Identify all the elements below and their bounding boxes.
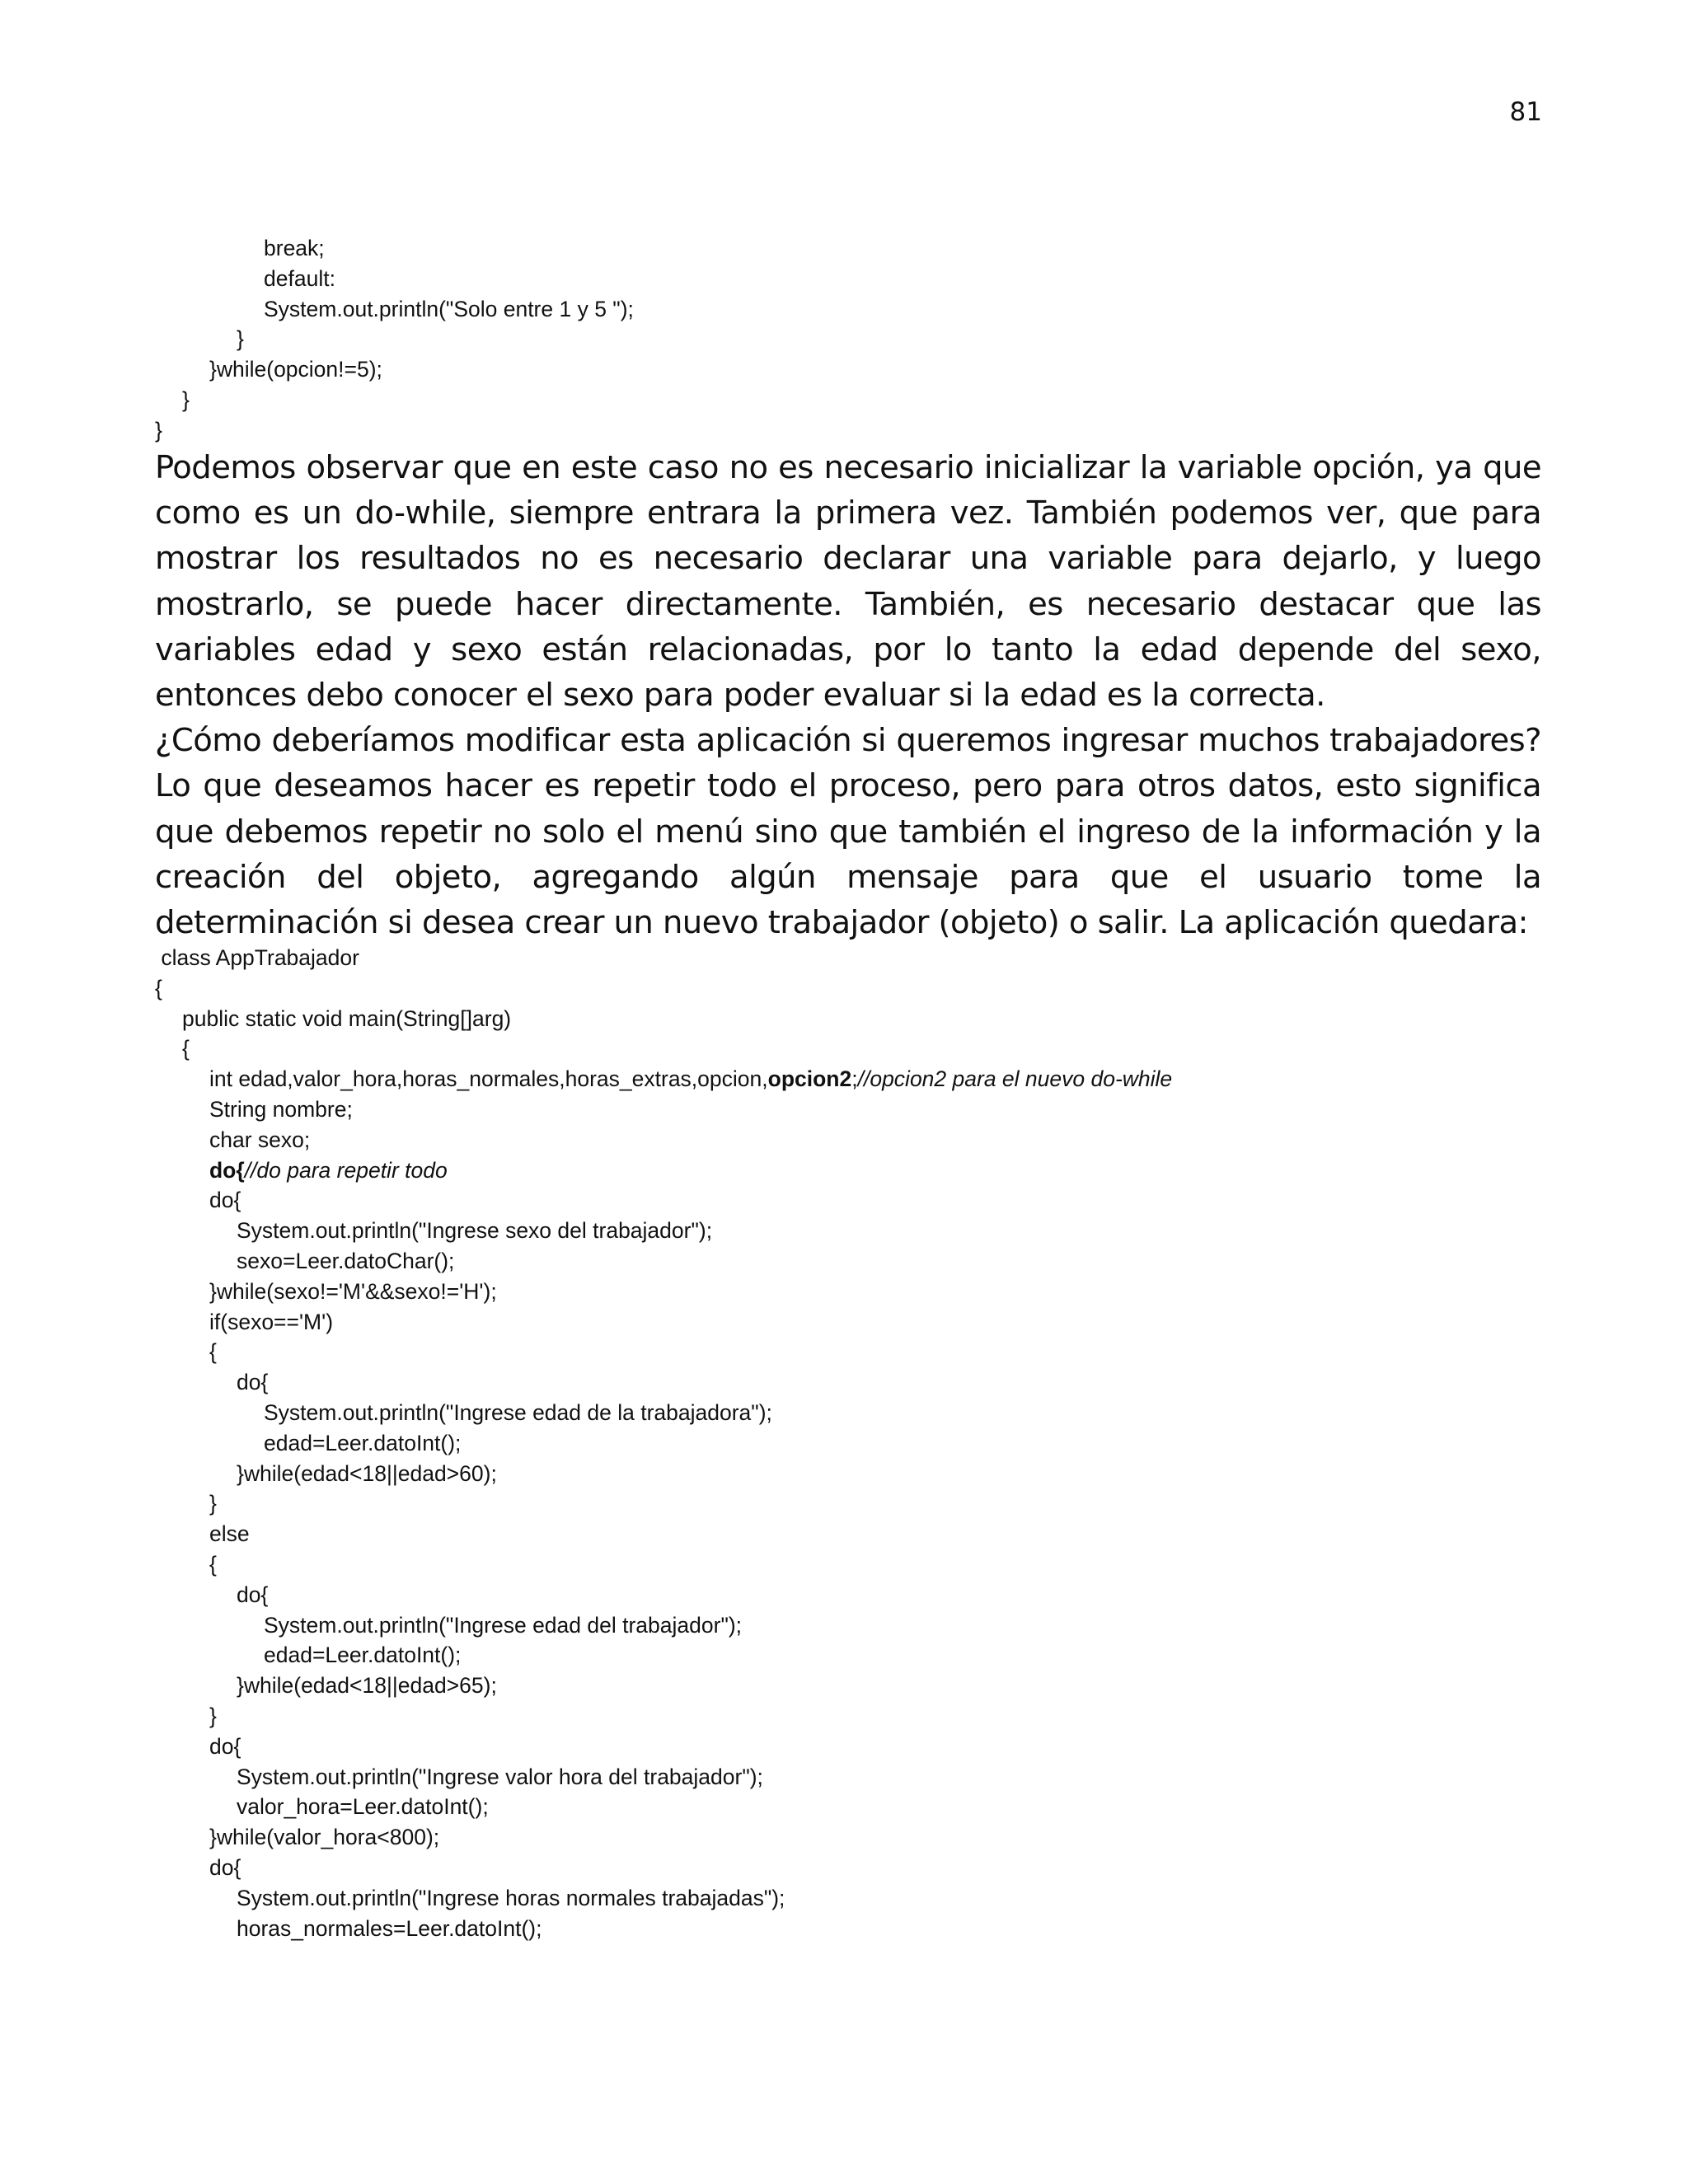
code-text: do{ — [209, 1854, 241, 1880]
code-line — [155, 1246, 1172, 1277]
code-comment: //do para repetir todo — [244, 1157, 448, 1183]
code-text: sexo=Leer.datoChar(); — [237, 1248, 455, 1273]
code-text: valor_hora=Leer.datoInt(); — [237, 1794, 489, 1820]
code-text: }while(sexo!='M'&&sexo!='H'); — [209, 1278, 497, 1304]
code-text: System.out.println("Ingrese edad de la trabajadora"); — [264, 1399, 772, 1425]
code-line — [155, 264, 634, 294]
code-bold: do{ — [209, 1157, 245, 1183]
code-text: public static void main(String[]arg) — [182, 1005, 512, 1031]
code-line — [155, 1125, 1172, 1155]
code-bold: opcion2 — [767, 1066, 852, 1092]
code-line — [155, 1155, 1172, 1186]
code-line — [155, 943, 1172, 973]
code-line — [155, 1519, 1172, 1549]
code-text: String nombre; — [209, 1096, 353, 1122]
code-text: int edad,valor_hora,horas_normales,horas_extras,opcion, — [209, 1066, 768, 1092]
code-text: System.out.println("Ingrese sexo del trabajador"); — [237, 1218, 713, 1244]
paragraph: Podemos observar que en este caso no es necesario inicializar la variable opción, ya que como es un do-while, siempre entrara la primera vez. También podemos ver, que para mostrar los resultados no es necesario declarar una variable para dejarlo, y luego mostrarlo, se puede hacer directamente. También, es necesario destacar que las variables edad y sexo están relacionadas, por lo tanto la edad depende del sexo, entonces debo conocer el sexo para poder evaluar si la edad es la correcta. — [155, 449, 1541, 715]
code-text: } — [209, 1703, 217, 1728]
code-line — [155, 1701, 1172, 1732]
code-block-top — [155, 233, 634, 446]
code-line — [155, 1367, 1172, 1398]
code-text: ; — [851, 1066, 858, 1092]
code-text: }while(valor_hora<800); — [209, 1825, 440, 1850]
code-line — [155, 1185, 1172, 1216]
code-line — [155, 415, 634, 446]
code-line — [155, 1428, 1172, 1459]
code-line — [155, 385, 634, 415]
code-text: { — [155, 975, 162, 1001]
code-text: } — [237, 326, 244, 352]
code-line — [155, 1549, 1172, 1580]
code-text: horas_normales=Leer.datoInt(); — [237, 1915, 542, 1941]
code-text: }while(opcion!=5); — [209, 357, 382, 382]
code-line — [155, 1004, 1172, 1034]
code-text: System.out.println("Solo entre 1 y 5 "); — [264, 296, 634, 321]
code-text: System.out.println("Ingrese valor hora del trabajador"); — [237, 1764, 763, 1789]
code-line — [155, 233, 634, 264]
code-line — [155, 294, 634, 325]
code-text: } — [209, 1491, 217, 1516]
code-text: char sexo; — [209, 1127, 311, 1152]
code-line — [155, 1580, 1172, 1610]
code-text: class AppTrabajador — [155, 945, 359, 970]
code-line — [155, 1883, 1172, 1914]
code-line — [155, 1307, 1172, 1338]
code-text: do{ — [237, 1370, 269, 1395]
code-line — [155, 1033, 1172, 1064]
code-text: do{ — [209, 1188, 241, 1213]
code-line — [155, 1671, 1172, 1701]
code-block-bottom — [155, 943, 1172, 1943]
code-line — [155, 1064, 1172, 1094]
code-line — [155, 1914, 1172, 1944]
code-line — [155, 354, 634, 385]
code-text: do{ — [237, 1582, 269, 1607]
code-line — [155, 1094, 1172, 1125]
code-line — [155, 1610, 1172, 1641]
code-comment: //opcion2 para el nuevo do-while — [857, 1066, 1173, 1092]
code-line — [155, 1792, 1172, 1822]
code-text: }while(edad<18||edad>65); — [237, 1673, 497, 1699]
code-text: } — [155, 417, 162, 443]
code-line — [155, 1277, 1172, 1307]
code-text: default: — [264, 265, 335, 291]
code-text: } — [182, 387, 190, 412]
code-text: edad=Leer.datoInt(); — [264, 1643, 462, 1668]
code-text: if(sexo=='M') — [209, 1309, 334, 1334]
code-text: break; — [264, 236, 325, 260]
code-line — [155, 1640, 1172, 1671]
code-line — [155, 1337, 1172, 1367]
code-text: System.out.println("Ingrese edad del trabajador"); — [264, 1612, 743, 1638]
code-line — [155, 324, 634, 354]
code-text: { — [209, 1551, 217, 1577]
code-line — [155, 1732, 1172, 1762]
code-text: { — [182, 1036, 190, 1062]
body-text — [155, 445, 1541, 945]
page-number: 81 — [1509, 97, 1542, 127]
code-text: do{ — [209, 1733, 241, 1759]
code-line — [155, 973, 1172, 1004]
code-line — [155, 1853, 1172, 1883]
code-line — [155, 1488, 1172, 1519]
code-text: }while(edad<18||edad>60); — [237, 1460, 497, 1486]
code-line — [155, 1216, 1172, 1246]
paragraph: ¿Cómo deberíamos modificar esta aplicación si queremos ingresar muchos trabajadores? Lo que deseamos hacer es repetir todo el proceso, pero para otros datos, esto significa que debemos repetir no solo el menú sino que también el ingreso de la información y la creación del objeto, agregando algún mensaje para que el usuario tome la determinación si desea crear un nuevo trabajador (objeto) o salir. La aplicación quedara: — [155, 722, 1541, 942]
code-line — [155, 1459, 1172, 1489]
code-text: edad=Leer.datoInt(); — [264, 1430, 462, 1455]
code-line — [155, 1398, 1172, 1428]
code-text: else — [209, 1521, 250, 1547]
code-line — [155, 1762, 1172, 1793]
code-line — [155, 1822, 1172, 1853]
code-text: { — [209, 1339, 217, 1365]
code-text: System.out.println("Ingrese horas normales trabajadas"); — [237, 1885, 785, 1910]
